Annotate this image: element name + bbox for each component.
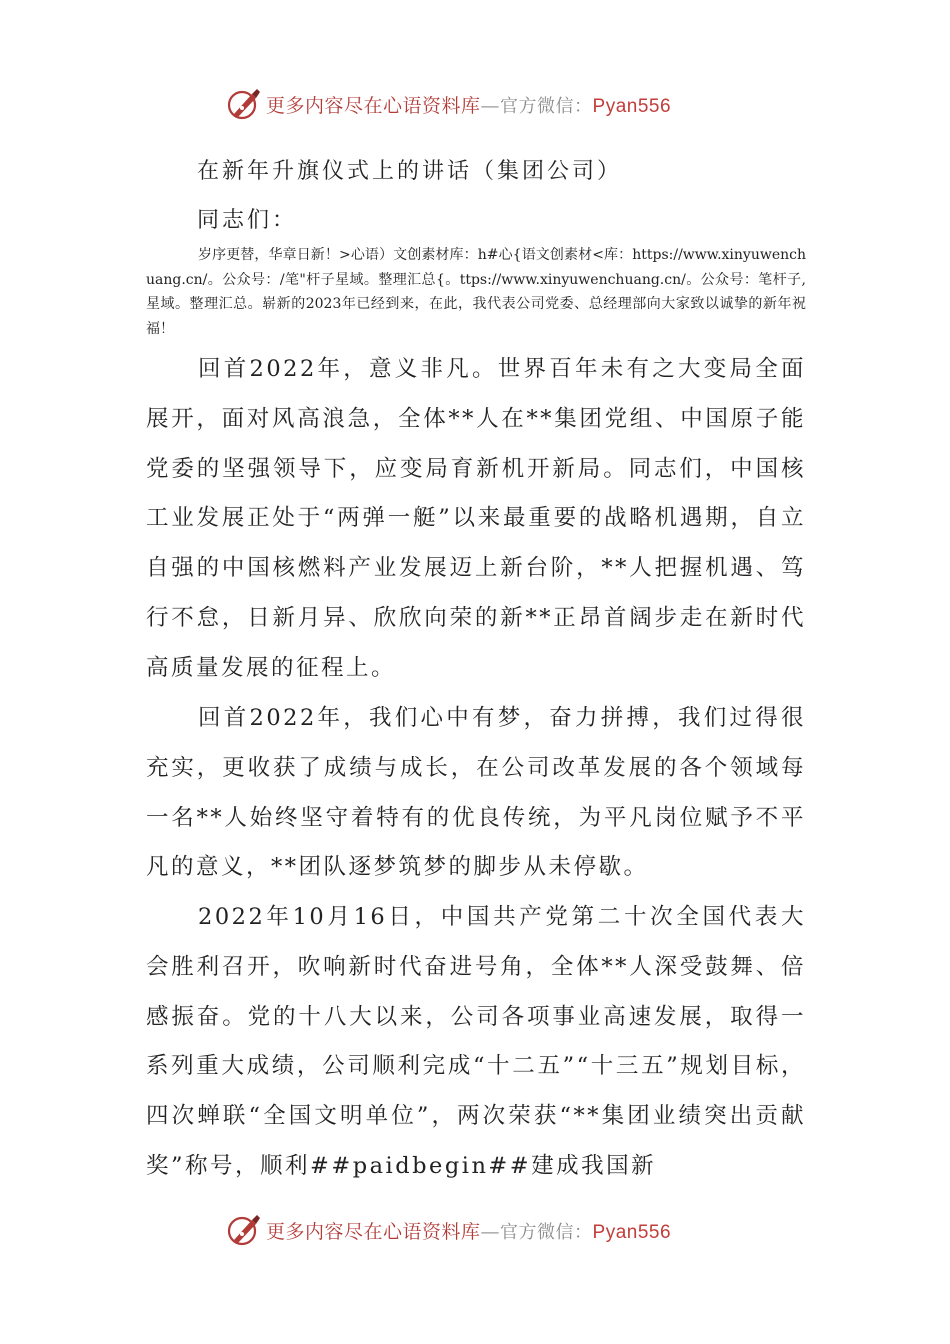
salutation: 同志们： [197, 208, 298, 233]
document-title: 在新年升旗仪式上的讲话（集团公司） [197, 159, 623, 184]
banner-dash: — [480, 94, 501, 117]
banner-dash: — [480, 1220, 501, 1243]
banner-slogan: 更多内容尽在心语资料库 [266, 94, 481, 117]
banner-account: Pyan556 [592, 1221, 672, 1243]
pen-nib-logo-icon [226, 86, 262, 122]
banner-wechat-label: 官方微信： [500, 95, 593, 117]
body-paragraph-3: 2022年10月16日，中国共产党第二十次全国代表大会胜利召开，吹响新时代奋进号角，全体**人深受鼓舞、倍感振奋。党的十八大以来，公司各项事业高速发展，取得一系列重大成绩，公司顺利完成“十二五”“十三五”规划目标，四次蝉联“全国文明单位”，两次荣获“**集团业绩突出贡献奖”称号，顺利##paidbegin##建成我国新 [146, 904, 806, 1179]
banner-text [266, 91, 671, 118]
footer-banner [226, 1210, 726, 1250]
header-banner [226, 84, 726, 124]
banner-account: Pyan556 [592, 95, 672, 117]
banner-wechat-label: 官方微信： [500, 1221, 593, 1243]
banner-slogan: 更多内容尽在心语资料库 [266, 1220, 481, 1243]
pen-nib-logo-icon [226, 1212, 262, 1248]
body-paragraph-1: 回首2022年，意义非凡。世界百年未有之大变局全面展开，面对风高浪急，全体**人在**集团党组、中国原子能党委的坚强领导下，应变局育新机开新局。同志们，中国核工业发展正处于“两弹一艇”以来最重要的战略机遇期，自立自强的中国核燃料产业发展迈上新台阶，**人把握机遇、笃行不怠，日新月异、欣欣向荣的新**正昂首阔步走在新时代高质量发展的征程上。 [146, 356, 806, 681]
banner-text [266, 1217, 671, 1244]
intro-paragraph: 岁序更替，华章日新！>心语）文创素材库：h#心{语文创素材<库：https://www.xinyuwenchuang.cn/。公众号：/笔"杆子星域。整理汇总{。ttps://www.xinyuwenchuang.cn/。公众号：笔杆子,星域。整理汇总。崭新的2023年已经到来，在此，我代表公司党委、总经理部向大家致以诚挚的新年祝福！ [146, 247, 806, 337]
body-paragraph-2: 回首2022年，我们心中有梦，奋力拼搏，我们过得很充实，更收获了成绩与成长，在公司改革发展的各个领域每一名**人始终坚守着特有的优良传统，为平凡岗位赋予不平凡的意义，**团队逐梦筑梦的脚步从未停歇。 [146, 705, 806, 881]
